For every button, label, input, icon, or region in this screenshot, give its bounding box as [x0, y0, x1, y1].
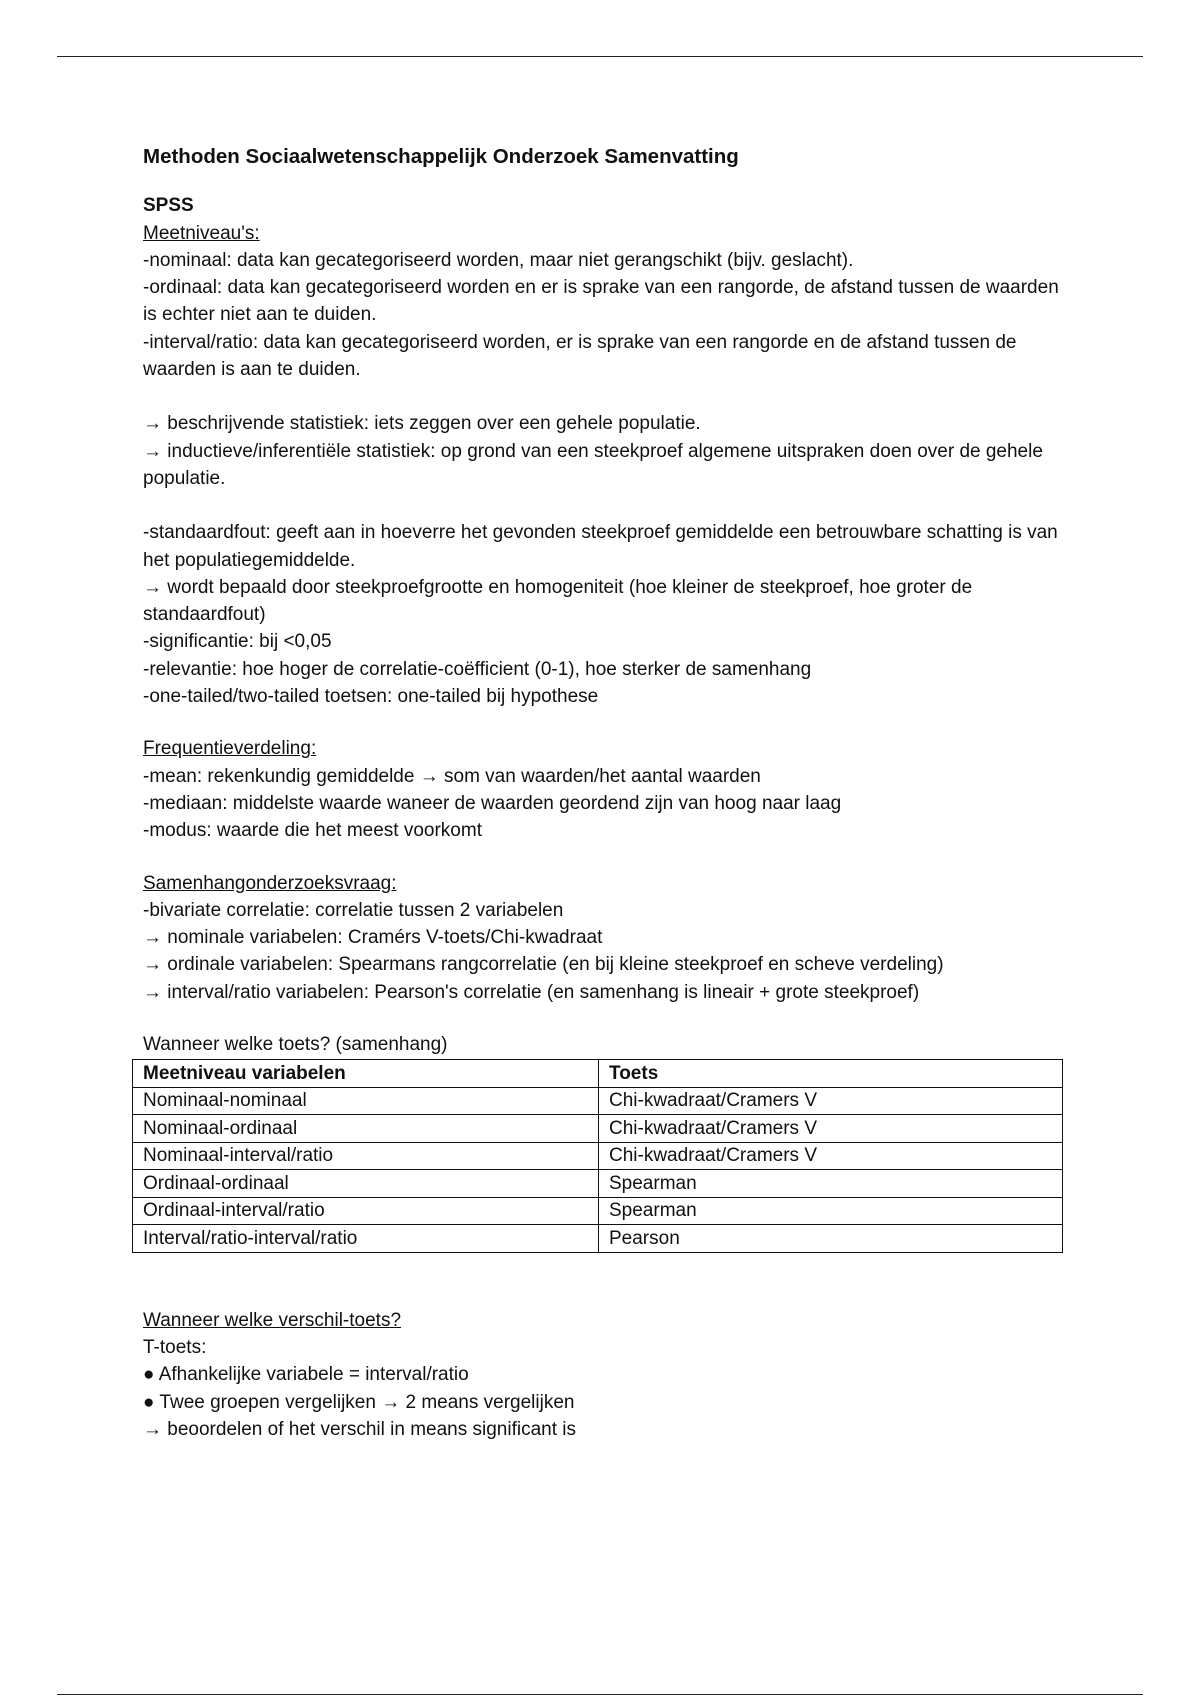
spacer	[143, 492, 1063, 519]
table-row	[133, 1115, 1063, 1143]
statistiek-inductief: → inductieve/inferentiële statistiek: op grond van een steekproef algemene uitspraken doen over de gehele populatie.	[143, 440, 1043, 489]
verschil-item-beoordelen: → beoordelen of het verschil in means significant is	[143, 1419, 577, 1440]
samenhang-ordinaal: → ordinale variabelen: Spearmans rangcorrelatie (en bij kleine steekproef en scheve verdeling)	[143, 954, 944, 976]
table-row	[133, 1087, 1063, 1115]
meetniveau-interval-ratio: -interval/ratio: data kan gecategoriseerd worden, er is sprake van een rangorde en de afstand tussen de waarden is aan te duiden.	[143, 331, 1017, 381]
spacer	[143, 383, 1063, 410]
document-title: Methoden Sociaalwetenschappelijk Onderzoek Samenvatting	[143, 145, 739, 168]
bottom-rule	[57, 1694, 1143, 1695]
begrip-relevantie: -relevantie: hoe hoger de correlatie-coëfficient (0-1), hoe sterker de samenhang	[143, 658, 812, 680]
table-cell: Chi-kwadraat/Cramers V	[599, 1087, 1063, 1115]
top-rule	[57, 56, 1143, 57]
meetniveaus-heading: Meetniveau's:	[143, 222, 260, 244]
begrip-standaardfout: -standaardfout: geeft aan in hoeverre het gevonden steekproef gemiddelde een betrouwbare schatting is van het populatiegemiddelde.	[143, 522, 1058, 571]
table-cell: Nominaal-ordinaal	[133, 1115, 599, 1143]
samenhang-interval-ratio: → interval/ratio variabelen: Pearson's correlatie (en samenhang is lineair + grote steekproef)	[143, 981, 920, 1003]
section-heading-spss: SPSS	[143, 195, 194, 217]
frequentie-modus: -modus: waarde die het meest voorkomt	[143, 820, 482, 842]
table-caption: Wanneer welke toets? (samenhang)	[143, 1034, 448, 1056]
verschil-subheading: T-toets:	[143, 1337, 207, 1359]
spacer	[143, 845, 1063, 870]
frequentie-mediaan: -mediaan: middelste waarde waneer de waarden geordend zijn van hoog naar laag	[143, 792, 842, 814]
samenhang-nominaal: → nominale variabelen: Cramérs V-toets/Chi-kwadraat	[143, 927, 603, 949]
table-cell: Chi-kwadraat/Cramers V	[599, 1142, 1063, 1170]
table-cell: Chi-kwadraat/Cramers V	[599, 1115, 1063, 1143]
table-row	[133, 1142, 1063, 1170]
table-cell: Nominaal-nominaal	[133, 1087, 599, 1115]
meetniveau-ordinaal: -ordinaal: data kan gecategoriseerd worden en er is sprake van een rangorde, de afstand tussen de waarden is echter niet aan te duiden.	[143, 277, 1059, 326]
frequentie-mean: -mean: rekenkundig gemiddelde → som van waarden/het aantal waarden	[143, 765, 761, 787]
table-cell: Pearson	[599, 1225, 1063, 1253]
samenhang-heading: Samenhangonderzoeksvraag:	[143, 872, 397, 894]
table-cell: Spearman	[599, 1197, 1063, 1225]
table-cell: Nominaal-interval/ratio	[133, 1142, 599, 1170]
table-cell: Ordinaal-ordinaal	[133, 1170, 599, 1198]
begrip-significantie: -significantie: bij <0,05	[143, 631, 332, 653]
table-row	[133, 1170, 1063, 1198]
verschil-heading: Wanneer welke verschil-toets?	[143, 1309, 402, 1331]
toets-table	[132, 1059, 1063, 1253]
table-row	[133, 1197, 1063, 1225]
spacer	[143, 1006, 1063, 1031]
spacer	[143, 1253, 1063, 1307]
table-row	[133, 1225, 1063, 1253]
table-cell: Interval/ratio-interval/ratio	[133, 1225, 599, 1253]
table-header-cell: Meetniveau variabelen	[133, 1060, 599, 1088]
frequentie-heading: Frequentieverdeling:	[143, 738, 317, 760]
verschil-item-afhankelijk: ● Afhankelijke variabele = interval/ratio	[143, 1364, 469, 1386]
verschil-item-groepen: ● Twee groepen vergelijken → 2 means vergelijken	[143, 1391, 575, 1413]
meetniveau-nominaal: -nominaal: data kan gecategoriseerd worden, maar niet gerangschikt (bijv. geslacht).	[143, 249, 854, 271]
table-header-cell: Toets	[599, 1060, 1063, 1088]
samenhang-bivariaat: -bivariate correlatie: correlatie tussen 2 variabelen	[143, 899, 564, 921]
document-body	[143, 143, 1063, 1443]
begrip-tailed-toetsen: -one-tailed/two-tailed toetsen: one-tailed bij hypothese	[143, 686, 599, 708]
table-cell: Spearman	[599, 1170, 1063, 1198]
table-header-row	[133, 1060, 1063, 1088]
table-cell: Ordinaal-interval/ratio	[133, 1197, 599, 1225]
spacer	[143, 710, 1063, 735]
statistiek-beschrijvend: → beschrijvende statistiek: iets zeggen over een gehele populatie.	[143, 413, 701, 435]
begrip-standaardfout-toelichting: → wordt bepaald door steekproefgrootte en homogeniteit (hoe kleiner de steekproef, hoe groter de standaardfout)	[143, 576, 973, 626]
